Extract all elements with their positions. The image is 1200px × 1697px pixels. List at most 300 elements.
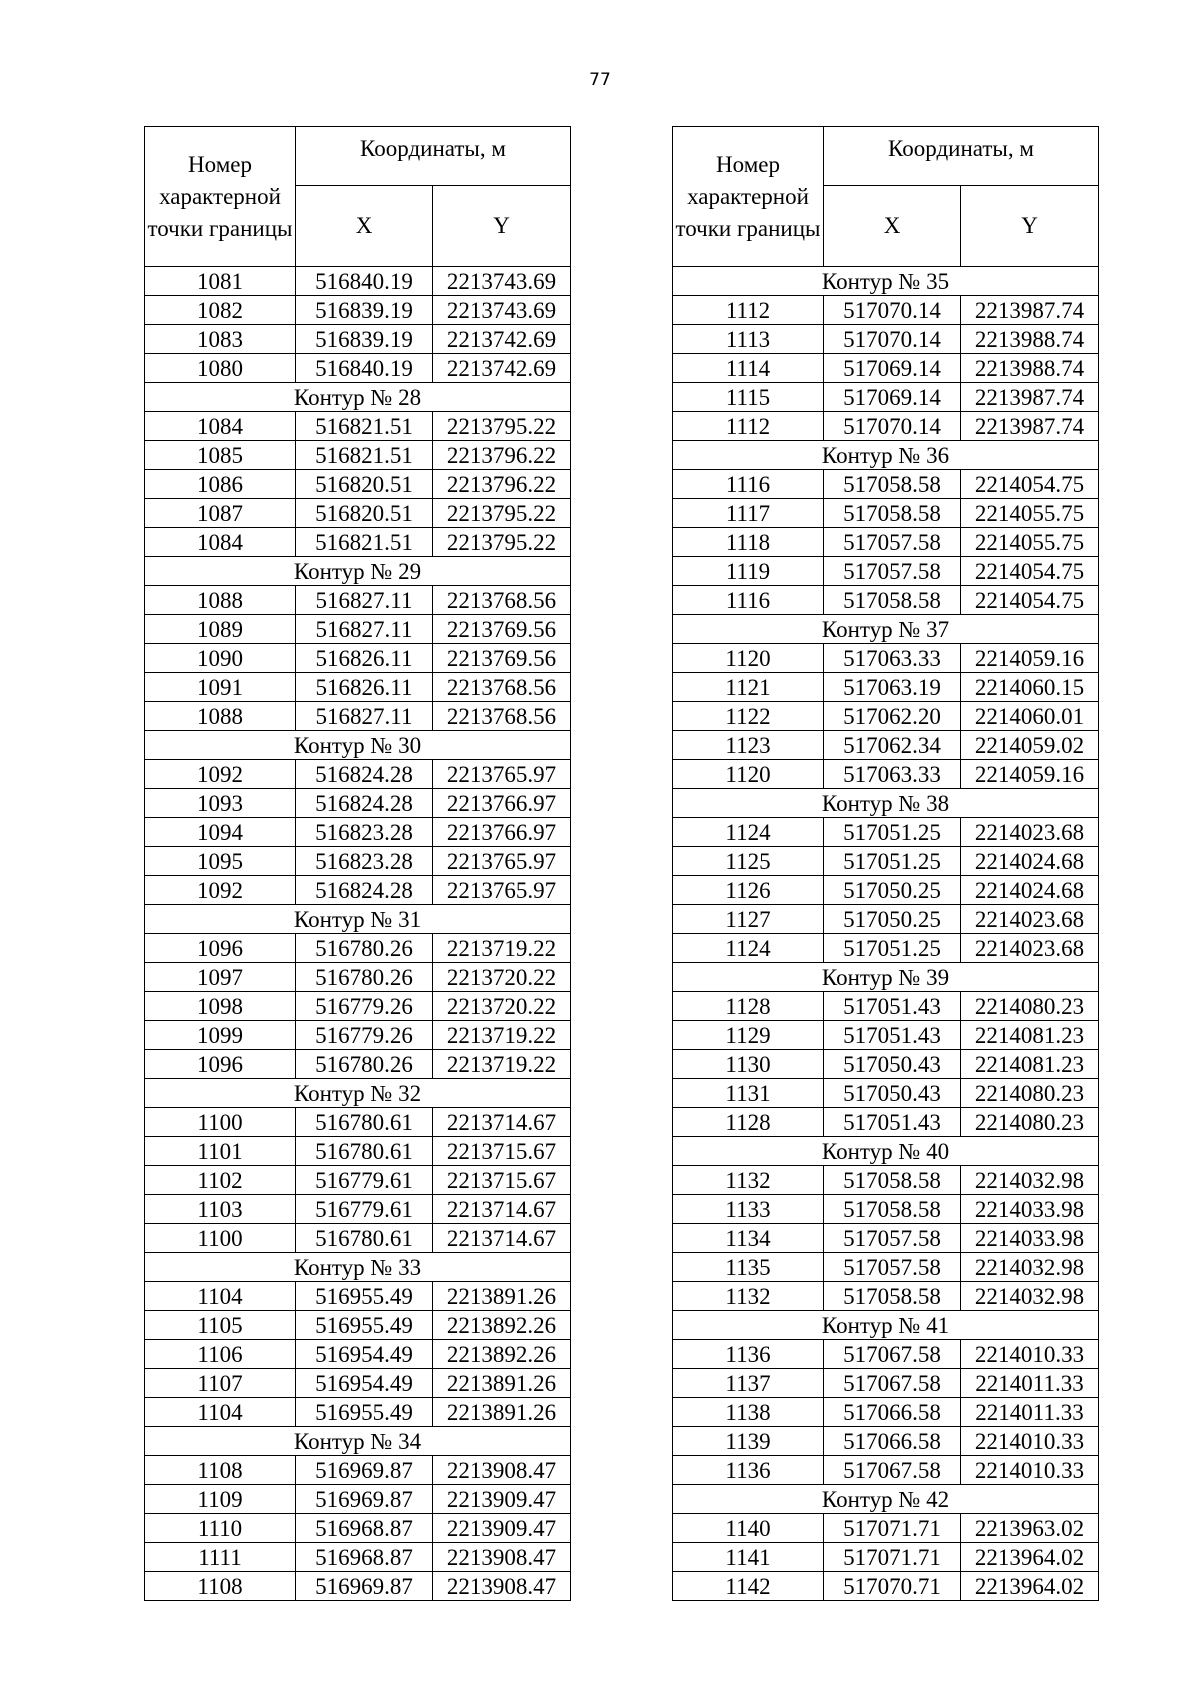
y-coordinate-cell: 2214054.75 [961, 470, 1099, 499]
table-row [145, 1340, 571, 1369]
x-coordinate-cell: 517070.14 [824, 296, 961, 325]
table-row [673, 905, 1099, 934]
table-row [145, 586, 571, 615]
x-coordinate-cell: 516969.87 [296, 1485, 433, 1514]
point-number-cell: 1102 [145, 1166, 296, 1195]
contour-row [145, 731, 571, 760]
x-coordinate-cell: 517058.58 [824, 1166, 961, 1195]
table-row [145, 267, 571, 296]
y-coordinate-cell: 2213769.56 [433, 615, 571, 644]
y-coordinate-cell: 2213719.22 [433, 1050, 571, 1079]
x-coordinate-cell: 516954.49 [296, 1340, 433, 1369]
point-number-cell: 1115 [673, 383, 824, 412]
x-coordinate-cell: 516821.51 [296, 412, 433, 441]
y-coordinate-cell: 2213795.22 [433, 528, 571, 557]
table-row [145, 789, 571, 818]
point-number-cell: 1086 [145, 470, 296, 499]
x-coordinate-cell: 517062.34 [824, 731, 961, 760]
contour-label: Контур № 41 [673, 1311, 1099, 1340]
y-coordinate-cell: 2213743.69 [433, 267, 571, 296]
point-number-cell: 1109 [145, 1485, 296, 1514]
x-coordinate-cell: 517058.58 [824, 1282, 961, 1311]
x-coordinate-cell: 517062.20 [824, 702, 961, 731]
point-number-cell: 1123 [673, 731, 824, 760]
coordinates-table-left [144, 126, 571, 1601]
point-number-cell: 1088 [145, 702, 296, 731]
x-coordinate-cell: 517051.43 [824, 1021, 961, 1050]
point-number-cell: 1108 [145, 1572, 296, 1601]
table-row [673, 1572, 1099, 1601]
table-row [145, 528, 571, 557]
y-coordinate-cell: 2213720.22 [433, 963, 571, 992]
table-row [673, 1021, 1099, 1050]
contour-row [673, 441, 1099, 470]
table-row [145, 992, 571, 1021]
table-row [673, 876, 1099, 905]
y-coordinate-cell: 2214011.33 [961, 1369, 1099, 1398]
table-row [673, 731, 1099, 760]
x-coordinate-cell: 517051.25 [824, 818, 961, 847]
point-number-cell: 1094 [145, 818, 296, 847]
x-coordinate-cell: 517050.43 [824, 1079, 961, 1108]
y-coordinate-cell: 2213987.74 [961, 412, 1099, 441]
x-coordinate-cell: 516823.28 [296, 847, 433, 876]
table-row [673, 1427, 1099, 1456]
y-coordinate-cell: 2214032.98 [961, 1166, 1099, 1195]
table-row [145, 1224, 571, 1253]
y-coordinate-cell: 2213909.47 [433, 1485, 571, 1514]
x-coordinate-cell: 517066.58 [824, 1398, 961, 1427]
table-row [673, 1514, 1099, 1543]
y-coordinate-cell: 2213964.02 [961, 1543, 1099, 1572]
table-row [145, 1195, 571, 1224]
contour-row [145, 1253, 571, 1282]
y-coordinate-cell: 2213908.47 [433, 1456, 571, 1485]
point-number-cell: 1095 [145, 847, 296, 876]
y-coordinate-cell: 2213796.22 [433, 441, 571, 470]
point-number-cell: 1128 [673, 1108, 824, 1137]
x-coordinate-cell: 517058.58 [824, 470, 961, 499]
x-coordinate-cell: 516779.61 [296, 1166, 433, 1195]
y-coordinate-cell: 2213765.97 [433, 847, 571, 876]
point-number-cell: 1119 [673, 557, 824, 586]
y-coordinate-cell: 2214059.02 [961, 731, 1099, 760]
x-coordinate-cell: 517057.58 [824, 528, 961, 557]
point-number-cell: 1116 [673, 586, 824, 615]
x-coordinate-cell: 517063.33 [824, 760, 961, 789]
point-number-cell: 1100 [145, 1224, 296, 1253]
x-coordinate-cell: 516824.28 [296, 760, 433, 789]
point-number-cell: 1132 [673, 1282, 824, 1311]
point-number-cell: 1082 [145, 296, 296, 325]
table-row [673, 499, 1099, 528]
x-coordinate-cell: 516820.51 [296, 499, 433, 528]
y-coordinate-cell: 2213766.97 [433, 789, 571, 818]
table-row [145, 354, 571, 383]
table-row [673, 644, 1099, 673]
x-coordinate-cell: 517067.58 [824, 1340, 961, 1369]
y-coordinate-cell: 2213743.69 [433, 296, 571, 325]
table-row [145, 1398, 571, 1427]
contour-row [145, 557, 571, 586]
contour-label: Контур № 42 [673, 1485, 1099, 1514]
point-number-cell: 1096 [145, 1050, 296, 1079]
x-coordinate-cell: 516827.11 [296, 702, 433, 731]
x-header: X [824, 186, 961, 267]
x-coordinate-cell: 517050.25 [824, 876, 961, 905]
table-row [673, 1340, 1099, 1369]
x-header: X [296, 186, 433, 267]
y-coordinate-cell: 2214032.98 [961, 1253, 1099, 1282]
point-number-cell: 1085 [145, 441, 296, 470]
y-coordinate-cell: 2213715.67 [433, 1137, 571, 1166]
table-row [145, 1485, 571, 1514]
point-number-cell: 1088 [145, 586, 296, 615]
point-number-cell: 1113 [673, 325, 824, 354]
x-coordinate-cell: 516954.49 [296, 1369, 433, 1398]
y-coordinate-cell: 2213796.22 [433, 470, 571, 499]
x-coordinate-cell: 516821.51 [296, 441, 433, 470]
y-coordinate-cell: 2213720.22 [433, 992, 571, 1021]
table-row [673, 1253, 1099, 1282]
table-row [145, 760, 571, 789]
x-coordinate-cell: 516780.61 [296, 1108, 433, 1137]
table-row [673, 847, 1099, 876]
y-coordinate-cell: 2213769.56 [433, 644, 571, 673]
y-coordinate-cell: 2213768.56 [433, 702, 571, 731]
y-coordinate-cell: 2213892.26 [433, 1311, 571, 1340]
point-number-cell: 1120 [673, 644, 824, 673]
table-row [145, 1311, 571, 1340]
contour-label: Контур № 30 [145, 731, 571, 760]
y-coordinate-cell: 2213795.22 [433, 412, 571, 441]
table-row [145, 818, 571, 847]
table-row [145, 1166, 571, 1195]
table-row [145, 1021, 571, 1050]
y-coordinate-cell: 2214023.68 [961, 934, 1099, 963]
table-row [145, 702, 571, 731]
point-number-cell: 1099 [145, 1021, 296, 1050]
x-coordinate-cell: 516840.19 [296, 267, 433, 296]
x-coordinate-cell: 516826.11 [296, 644, 433, 673]
x-coordinate-cell: 517070.71 [824, 1572, 961, 1601]
contour-row [673, 1137, 1099, 1166]
table-row [673, 818, 1099, 847]
point-number-cell: 1142 [673, 1572, 824, 1601]
coordinates-header: Координаты, м [824, 127, 1099, 186]
point-number-cell: 1103 [145, 1195, 296, 1224]
y-coordinate-cell: 2214059.16 [961, 644, 1099, 673]
contour-label: Контур № 31 [145, 905, 571, 934]
y-coordinate-cell: 2214023.68 [961, 818, 1099, 847]
contour-label: Контур № 37 [673, 615, 1099, 644]
point-number-cell: 1136 [673, 1456, 824, 1485]
contour-label: Контур № 34 [145, 1427, 571, 1456]
x-coordinate-cell: 516779.26 [296, 1021, 433, 1050]
y-header: Y [433, 186, 571, 267]
x-coordinate-cell: 516823.28 [296, 818, 433, 847]
contour-row [145, 1427, 571, 1456]
x-coordinate-cell: 516827.11 [296, 586, 433, 615]
point-number-cell: 1110 [145, 1514, 296, 1543]
x-coordinate-cell: 517067.58 [824, 1456, 961, 1485]
point-number-cell: 1117 [673, 499, 824, 528]
contour-row [145, 905, 571, 934]
contour-row [145, 383, 571, 412]
x-coordinate-cell: 517057.58 [824, 1224, 961, 1253]
point-number-cell: 1140 [673, 1514, 824, 1543]
table-row [145, 1543, 571, 1572]
point-number-cell: 1120 [673, 760, 824, 789]
point-number-cell: 1130 [673, 1050, 824, 1079]
y-coordinate-cell: 2213891.26 [433, 1369, 571, 1398]
y-coordinate-cell: 2213908.47 [433, 1543, 571, 1572]
y-coordinate-cell: 2214010.33 [961, 1427, 1099, 1456]
table-row [145, 963, 571, 992]
x-coordinate-cell: 516839.19 [296, 325, 433, 354]
y-coordinate-cell: 2213987.74 [961, 296, 1099, 325]
point-number-cell: 1108 [145, 1456, 296, 1485]
point-number-cell: 1092 [145, 760, 296, 789]
point-number-cell: 1125 [673, 847, 824, 876]
x-coordinate-cell: 516840.19 [296, 354, 433, 383]
point-number-cell: 1080 [145, 354, 296, 383]
y-coordinate-cell: 2213765.97 [433, 876, 571, 905]
point-number-cell: 1134 [673, 1224, 824, 1253]
point-number-cell: 1139 [673, 1427, 824, 1456]
table-row [673, 1079, 1099, 1108]
y-coordinate-cell: 2214033.98 [961, 1224, 1099, 1253]
x-coordinate-cell: 517070.14 [824, 412, 961, 441]
x-coordinate-cell: 517063.19 [824, 673, 961, 702]
table-row [673, 1282, 1099, 1311]
point-number-cell: 1127 [673, 905, 824, 934]
point-number-cell: 1090 [145, 644, 296, 673]
y-coordinate-cell: 2213714.67 [433, 1108, 571, 1137]
x-coordinate-cell: 517051.25 [824, 934, 961, 963]
contour-label: Контур № 40 [673, 1137, 1099, 1166]
table-row [673, 1195, 1099, 1224]
x-coordinate-cell: 516969.87 [296, 1572, 433, 1601]
y-coordinate-cell: 2213719.22 [433, 1021, 571, 1050]
table-row [673, 1456, 1099, 1485]
y-coordinate-cell: 2214033.98 [961, 1195, 1099, 1224]
contour-label: Контур № 28 [145, 383, 571, 412]
point-number-cell: 1101 [145, 1137, 296, 1166]
y-coordinate-cell: 2214081.23 [961, 1050, 1099, 1079]
contour-label: Контур № 32 [145, 1079, 571, 1108]
y-coordinate-cell: 2214054.75 [961, 586, 1099, 615]
x-coordinate-cell: 517051.25 [824, 847, 961, 876]
y-coordinate-cell: 2213742.69 [433, 354, 571, 383]
table-row [673, 528, 1099, 557]
point-number-header: Номер характерной точки границы [673, 127, 824, 267]
contour-row [673, 615, 1099, 644]
y-coordinate-cell: 2214024.68 [961, 847, 1099, 876]
x-coordinate-cell: 516780.26 [296, 934, 433, 963]
table-row [145, 876, 571, 905]
table-row [145, 296, 571, 325]
point-number-cell: 1131 [673, 1079, 824, 1108]
contour-row [673, 1485, 1099, 1514]
x-coordinate-cell: 517066.58 [824, 1427, 961, 1456]
table-row [145, 615, 571, 644]
contour-row [673, 1311, 1099, 1340]
y-coordinate-cell: 2213765.97 [433, 760, 571, 789]
y-coordinate-cell: 2213742.69 [433, 325, 571, 354]
table-row [145, 1050, 571, 1079]
x-coordinate-cell: 517050.25 [824, 905, 961, 934]
x-coordinate-cell: 516779.61 [296, 1195, 433, 1224]
coordinates-table-right [672, 126, 1099, 1601]
x-coordinate-cell: 516955.49 [296, 1311, 433, 1340]
y-coordinate-cell: 2214059.16 [961, 760, 1099, 789]
y-coordinate-cell: 2214060.15 [961, 673, 1099, 702]
x-coordinate-cell: 516780.61 [296, 1224, 433, 1253]
point-number-cell: 1112 [673, 296, 824, 325]
contour-label: Контур № 35 [673, 267, 1099, 296]
x-coordinate-cell: 516968.87 [296, 1514, 433, 1543]
point-number-cell: 1084 [145, 412, 296, 441]
point-number-cell: 1138 [673, 1398, 824, 1427]
y-coordinate-cell: 2213766.97 [433, 818, 571, 847]
y-coordinate-cell: 2214081.23 [961, 1021, 1099, 1050]
point-number-cell: 1126 [673, 876, 824, 905]
contour-row [673, 789, 1099, 818]
y-coordinate-cell: 2213714.67 [433, 1195, 571, 1224]
x-coordinate-cell: 516824.28 [296, 789, 433, 818]
y-coordinate-cell: 2213768.56 [433, 673, 571, 702]
point-number-cell: 1114 [673, 354, 824, 383]
y-coordinate-cell: 2213892.26 [433, 1340, 571, 1369]
point-number-cell: 1129 [673, 1021, 824, 1050]
contour-label: Контур № 38 [673, 789, 1099, 818]
page-number: 77 [589, 70, 611, 90]
x-coordinate-cell: 517051.43 [824, 1108, 961, 1137]
table-row [673, 412, 1099, 441]
table-row [673, 934, 1099, 963]
table-row [145, 1137, 571, 1166]
point-number-cell: 1141 [673, 1543, 824, 1572]
x-coordinate-cell: 516839.19 [296, 296, 433, 325]
table-row [145, 412, 571, 441]
point-number-cell: 1122 [673, 702, 824, 731]
table-row [145, 673, 571, 702]
table-row [145, 325, 571, 354]
x-coordinate-cell: 516955.49 [296, 1398, 433, 1427]
point-number-cell: 1111 [145, 1543, 296, 1572]
table-row [145, 1369, 571, 1398]
point-number-cell: 1132 [673, 1166, 824, 1195]
y-coordinate-cell: 2213988.74 [961, 325, 1099, 354]
point-number-cell: 1091 [145, 673, 296, 702]
x-coordinate-cell: 517058.58 [824, 586, 961, 615]
x-coordinate-cell: 516779.26 [296, 992, 433, 1021]
table-row [145, 470, 571, 499]
y-coordinate-cell: 2214060.01 [961, 702, 1099, 731]
table-row [145, 1456, 571, 1485]
table-row [673, 992, 1099, 1021]
y-coordinate-cell: 2214055.75 [961, 499, 1099, 528]
point-number-cell: 1105 [145, 1311, 296, 1340]
table-row [673, 1398, 1099, 1427]
table-row [673, 325, 1099, 354]
y-coordinate-cell: 2214032.98 [961, 1282, 1099, 1311]
point-number-cell: 1098 [145, 992, 296, 1021]
x-coordinate-cell: 516821.51 [296, 528, 433, 557]
point-number-cell: 1116 [673, 470, 824, 499]
contour-label: Контур № 39 [673, 963, 1099, 992]
point-number-cell: 1097 [145, 963, 296, 992]
y-coordinate-cell: 2214080.23 [961, 1079, 1099, 1108]
table-row [673, 1369, 1099, 1398]
x-coordinate-cell: 516827.11 [296, 615, 433, 644]
y-coordinate-cell: 2214023.68 [961, 905, 1099, 934]
table-row [145, 1282, 571, 1311]
point-number-cell: 1124 [673, 934, 824, 963]
y-coordinate-cell: 2214010.33 [961, 1456, 1099, 1485]
point-number-cell: 1124 [673, 818, 824, 847]
point-number-cell: 1107 [145, 1369, 296, 1398]
coordinates-header: Координаты, м [296, 127, 571, 186]
table-row [145, 847, 571, 876]
y-header: Y [961, 186, 1099, 267]
y-coordinate-cell: 2213908.47 [433, 1572, 571, 1601]
x-coordinate-cell: 517070.14 [824, 325, 961, 354]
x-coordinate-cell: 517063.33 [824, 644, 961, 673]
point-number-cell: 1133 [673, 1195, 824, 1224]
point-number-cell: 1128 [673, 992, 824, 1021]
point-number-cell: 1093 [145, 789, 296, 818]
table-row [145, 1572, 571, 1601]
table-row [145, 644, 571, 673]
y-coordinate-cell: 2213963.02 [961, 1514, 1099, 1543]
point-number-header: Номер характерной точки границы [145, 127, 296, 267]
point-number-cell: 1092 [145, 876, 296, 905]
table-row [673, 586, 1099, 615]
x-coordinate-cell: 517067.58 [824, 1369, 961, 1398]
y-coordinate-cell: 2213988.74 [961, 354, 1099, 383]
y-coordinate-cell: 2214080.23 [961, 992, 1099, 1021]
x-coordinate-cell: 516969.87 [296, 1456, 433, 1485]
y-coordinate-cell: 2213714.67 [433, 1224, 571, 1253]
point-number-cell: 1087 [145, 499, 296, 528]
table-row [145, 499, 571, 528]
y-coordinate-cell: 2213891.26 [433, 1282, 571, 1311]
y-coordinate-cell: 2213715.67 [433, 1166, 571, 1195]
y-coordinate-cell: 2214080.23 [961, 1108, 1099, 1137]
y-coordinate-cell: 2214054.75 [961, 557, 1099, 586]
point-number-cell: 1137 [673, 1369, 824, 1398]
x-coordinate-cell: 517069.14 [824, 354, 961, 383]
y-coordinate-cell: 2214011.33 [961, 1398, 1099, 1427]
table-row [673, 702, 1099, 731]
x-coordinate-cell: 517058.58 [824, 1195, 961, 1224]
y-coordinate-cell: 2213719.22 [433, 934, 571, 963]
y-coordinate-cell: 2213964.02 [961, 1572, 1099, 1601]
point-number-cell: 1106 [145, 1340, 296, 1369]
y-coordinate-cell: 2213795.22 [433, 499, 571, 528]
contour-label: Контур № 29 [145, 557, 571, 586]
table-row [673, 383, 1099, 412]
point-number-cell: 1118 [673, 528, 824, 557]
x-coordinate-cell: 516820.51 [296, 470, 433, 499]
point-number-cell: 1136 [673, 1340, 824, 1369]
x-coordinate-cell: 517069.14 [824, 383, 961, 412]
table-row [673, 1108, 1099, 1137]
x-coordinate-cell: 516826.11 [296, 673, 433, 702]
x-coordinate-cell: 516780.61 [296, 1137, 433, 1166]
